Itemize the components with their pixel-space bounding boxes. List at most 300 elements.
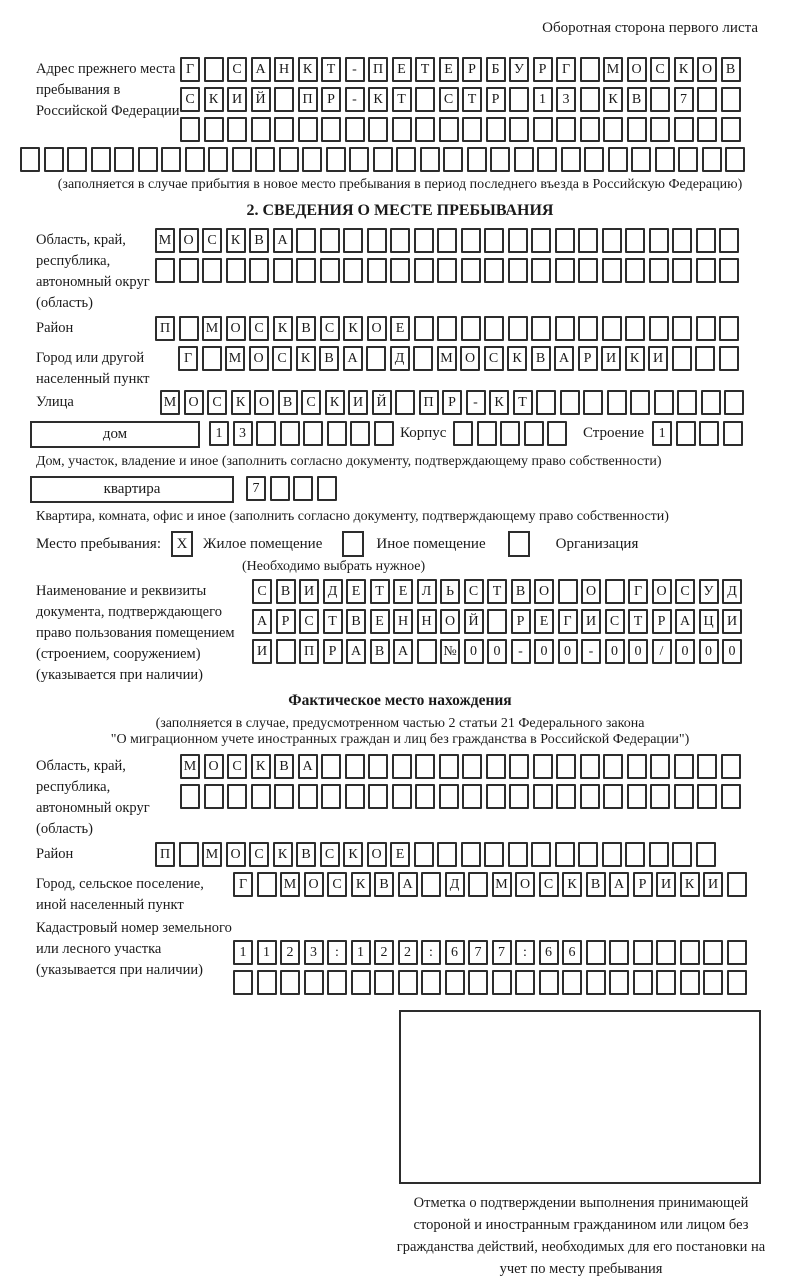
char-cell: 7 [468,940,488,965]
char-cell: А [609,872,629,897]
char-cell: 1 [351,940,371,965]
char-cell: : [421,940,441,965]
char-cell [414,316,434,341]
char-cell: Т [370,579,390,604]
district-label: Район [36,320,74,336]
char-cell: 1 [257,940,277,965]
char-cell [179,842,199,867]
char-cell: С [227,57,247,82]
char-cell [672,258,692,283]
char-cell-row [180,754,744,779]
char-cell [415,784,435,809]
char-cell [630,390,650,415]
char-cell [556,784,576,809]
char-cell [227,117,247,142]
char-cell [649,316,669,341]
char-cell: А [346,639,366,664]
char-cell: О [460,346,480,371]
char-cell [536,390,556,415]
char-cell: С [320,316,340,341]
char-cell-row [160,390,748,415]
char-cell [390,228,410,253]
region-label: Область, край, республика, автономный округ (область) [36,232,150,311]
char-cell: Р [442,390,462,415]
char-cell: К [296,346,316,371]
char-cell [303,421,323,446]
char-cell: О [204,754,224,779]
char-cell [650,87,670,112]
apartment-row [30,476,800,506]
char-cell [317,476,337,501]
char-cell [578,228,598,253]
char-cell: Г [628,579,648,604]
char-cell: В [627,87,647,112]
char-cell [274,784,294,809]
char-cell [280,970,300,995]
char-cell: К [507,346,527,371]
char-cell [676,421,696,446]
char-cell: К [231,390,251,415]
char-cell [649,228,669,253]
char-cell: О [179,228,199,253]
char-cell: П [155,842,175,867]
char-cell [366,346,386,371]
section3-header: Фактическое место нахождения [288,692,512,709]
char-cell [321,754,341,779]
char-cell [578,842,598,867]
char-cell [603,784,623,809]
char-cell [138,147,158,172]
char-cell: В [511,579,531,604]
city-block [36,346,800,390]
char-cell [650,117,670,142]
char-cell [609,940,629,965]
char-cell [468,970,488,995]
char-cell [719,316,739,341]
char-cell: Г [180,57,200,82]
char-cell: К [368,87,388,112]
char-cell [468,872,488,897]
page-title: Оборотная сторона первого листа [542,20,758,36]
char-cell: М [202,316,222,341]
char-cell: И [252,639,272,664]
char-cell: В [296,316,316,341]
char-cell [256,421,276,446]
char-cell [91,147,111,172]
char-cell [276,639,296,664]
char-cell: Р [652,609,672,634]
char-cell [702,147,722,172]
char-cell [392,754,412,779]
house-widebox: дом [30,421,200,448]
char-cell: К [674,57,694,82]
char-cell [672,228,692,253]
stay-type-row [36,531,800,557]
char-cell [415,87,435,112]
document-label: Наименование и реквизиты документа, подтверждающего право пользования помещением (строением, сооружением) (указывается при наличии) [36,583,235,683]
char-cell: М [155,228,175,253]
char-cell [484,258,504,283]
char-cell: В [586,872,606,897]
char-cell: 2 [374,940,394,965]
char-cell [437,228,457,253]
char-cell: Б [486,57,506,82]
char-cell: П [299,639,319,664]
char-cell: - [345,57,365,82]
char-cell: Н [274,57,294,82]
char-cell [721,87,741,112]
char-cell [180,784,200,809]
char-cell [696,258,716,283]
char-cell [627,117,647,142]
char-cell [672,842,692,867]
char-cell: С [484,346,504,371]
char-cell [602,842,622,867]
char-cell: А [273,228,293,253]
char-cell [392,784,412,809]
char-cell [251,784,271,809]
char-cell: И [299,579,319,604]
char-cell: М [280,872,300,897]
char-cell: У [699,579,719,604]
char-cell: И [648,346,668,371]
char-cell: К [325,390,345,415]
char-cell [204,57,224,82]
char-cell: К [204,87,224,112]
char-cell [486,117,506,142]
char-cell: 0 [699,639,719,664]
char-cell: 0 [487,639,507,664]
city-label: Город или другой населенный пункт [36,350,150,387]
char-cell [607,390,627,415]
char-cell: М [437,346,457,371]
char-cell-row [155,258,743,283]
char-cell: С [675,579,695,604]
char-cell [462,784,482,809]
house-caption: Дом, участок, владение и иное (заполнить согласно документу, подтверждающему право собственности) [36,454,662,469]
char-cell [656,940,676,965]
char-cell: М [160,390,180,415]
char-cell [273,258,293,283]
char-cell: О [534,579,554,604]
char-cell: М [202,842,222,867]
char-cell: О [304,872,324,897]
char-cell [226,258,246,283]
char-cell [649,842,669,867]
char-cell [560,390,580,415]
stamp-box [399,1010,761,1184]
char-cell [327,421,347,446]
char-cell [484,228,504,253]
option-other-premises-label: Иное помещение [376,535,486,552]
char-cell: И [703,872,723,897]
char-cell: С [539,872,559,897]
char-cell: В [374,872,394,897]
char-cell: В [721,57,741,82]
char-cell: Т [462,87,482,112]
char-cell [298,784,318,809]
char-cell [280,421,300,446]
char-cell: П [368,57,388,82]
char-cell [453,421,473,446]
char-cell [583,390,603,415]
char-cell [719,346,739,371]
char-cell: Й [251,87,271,112]
char-cell [345,754,365,779]
prev-address-cells [180,57,744,147]
char-cell [390,258,410,283]
char-cell [627,784,647,809]
char-cell: Е [439,57,459,82]
char-cell-row [155,228,743,253]
char-cell: К [251,754,271,779]
char-cell [531,228,551,253]
char-cell: С [301,390,321,415]
street-block [36,390,800,420]
char-cell: С [202,228,222,253]
char-cell: К [226,228,246,253]
char-cell [461,258,481,283]
char-cell [343,258,363,283]
char-cell-row [252,579,746,604]
char-cell: К [343,316,363,341]
char-cell: К [273,842,293,867]
char-cell [227,784,247,809]
char-cell: Е [534,609,554,634]
char-cell: С [464,579,484,604]
char-cell: С [320,842,340,867]
char-cell: С [180,87,200,112]
char-cell: Н [393,609,413,634]
char-cell [461,228,481,253]
char-cell: А [298,754,318,779]
char-cell-row [155,842,719,867]
char-cell [392,117,412,142]
char-cell [674,754,694,779]
char-cell [417,639,437,664]
char-cell [185,147,205,172]
char-cell: Р [533,57,553,82]
char-cell [537,147,557,172]
char-cell [462,754,482,779]
char-cell: О [652,579,672,604]
char-cell: 0 [464,639,484,664]
char-cell-row [252,609,746,634]
char-cell [721,754,741,779]
char-cell: М [492,872,512,897]
char-cell [437,258,457,283]
char-cell [326,147,346,172]
char-cell [727,872,747,897]
char-cell-row [180,117,744,142]
char-cell: С [249,316,269,341]
char-cell [486,754,506,779]
char-cell: М [603,57,623,82]
district-block [36,316,800,346]
char-cell: А [398,872,418,897]
char-cell: И [581,609,601,634]
char-cell [467,147,487,172]
char-cell: К [680,872,700,897]
char-cell-row [180,57,744,82]
char-cell [437,842,457,867]
char-cell [349,147,369,172]
char-cell [602,316,622,341]
char-cell: Г [558,609,578,634]
prev-address-block [36,57,800,147]
char-cell [208,147,228,172]
char-cell: К [343,842,363,867]
char-cell: Е [346,579,366,604]
char-cell [703,940,723,965]
char-cell [580,754,600,779]
char-cell [509,784,529,809]
char-cell: : [327,940,347,965]
char-cell: Ь [440,579,460,604]
char-cell: А [393,639,413,664]
char-cell: С [272,346,292,371]
char-cell [680,940,700,965]
char-cell [44,147,64,172]
prev-address-label: Адрес прежнего места пребывания в Российской Федерации [36,61,180,119]
city3-block [36,872,800,916]
char-cell: Д [323,579,343,604]
char-cell [725,147,745,172]
char-cell: Д [390,346,410,371]
char-cell [674,784,694,809]
char-cell: Т [321,57,341,82]
char-cell [327,970,347,995]
char-cell [723,421,743,446]
char-cell [555,228,575,253]
char-cell [602,228,622,253]
char-cell [368,784,388,809]
char-cell [697,117,717,142]
char-cell: Т [628,609,648,634]
checkbox-organization [508,531,530,557]
char-cell: 1 [233,940,253,965]
apartment-caption: Квартира, комната, офис и иное (заполнить согласно документу, подтверждающему право собственности) [36,509,669,524]
char-cell [461,316,481,341]
section2-header: 2. СВЕДЕНИЯ О МЕСТЕ ПРЕБЫВАНИЯ [246,202,554,219]
char-cell: О [184,390,204,415]
char-cell [486,784,506,809]
char-cell: В [346,609,366,634]
char-cell: С [650,57,670,82]
char-cell [274,117,294,142]
char-cell [439,754,459,779]
char-cell: С [439,87,459,112]
char-cell: Е [392,57,412,82]
char-cell: К [603,87,623,112]
char-cell [487,609,507,634]
char-cell-row [209,421,397,446]
char-cell [586,940,606,965]
char-cell [509,87,529,112]
char-cell [179,316,199,341]
char-cell: Т [415,57,435,82]
char-cell: 1 [533,87,553,112]
char-cell [603,117,623,142]
char-cell: С [249,842,269,867]
char-cell [555,258,575,283]
char-cell [724,390,744,415]
char-cell [633,970,653,995]
char-cell: Т [487,579,507,604]
char-cell: М [225,346,245,371]
korpus-label: Корпус [400,425,447,441]
char-cell [202,258,222,283]
char-cell-row [180,87,744,112]
char-cell [578,316,598,341]
char-cell [650,754,670,779]
char-cell: О [627,57,647,82]
char-cell: Е [370,609,390,634]
char-cell: К [562,872,582,897]
char-cell-row [155,316,743,341]
char-cell [539,970,559,995]
char-cell: А [675,609,695,634]
char-cell: К [273,316,293,341]
char-cell [414,228,434,253]
char-cell [654,390,674,415]
char-cell: 2 [398,940,418,965]
char-cell [656,970,676,995]
char-cell: 0 [675,639,695,664]
char-cell: Й [464,609,484,634]
char-cell: С [227,754,247,779]
district3-block [36,842,800,872]
char-cell: К [298,57,318,82]
char-cell [321,784,341,809]
char-cell: Т [392,87,412,112]
char-cell [477,421,497,446]
char-cell [179,258,199,283]
char-cell [531,842,551,867]
house-row [30,421,800,451]
char-cell [508,316,528,341]
char-cell: Е [390,316,410,341]
city3-label: Город, сельское поселение, иной населенный пункт [36,876,204,913]
char-cell [304,970,324,995]
char-cell [351,970,371,995]
char-cell: 7 [674,87,694,112]
char-cell [320,228,340,253]
char-cell [650,784,670,809]
checkbox-other-premises [342,531,364,557]
char-cell: Р [486,87,506,112]
char-cell [257,970,277,995]
char-cell: Т [323,609,343,634]
char-cell [484,316,504,341]
char-cell: О [440,609,460,634]
char-cell-row [246,476,340,501]
char-cell: О [226,316,246,341]
char-cell [415,754,435,779]
char-cell [631,147,651,172]
char-cell-row [252,639,746,664]
char-cell [655,147,675,172]
char-cell [605,579,625,604]
char-cell [270,476,290,501]
char-cell-row [453,421,571,446]
char-cell [343,228,363,253]
char-cell [609,970,629,995]
char-cell [703,970,723,995]
char-cell [374,421,394,446]
char-cell: Р [276,609,296,634]
char-cell [490,147,510,172]
